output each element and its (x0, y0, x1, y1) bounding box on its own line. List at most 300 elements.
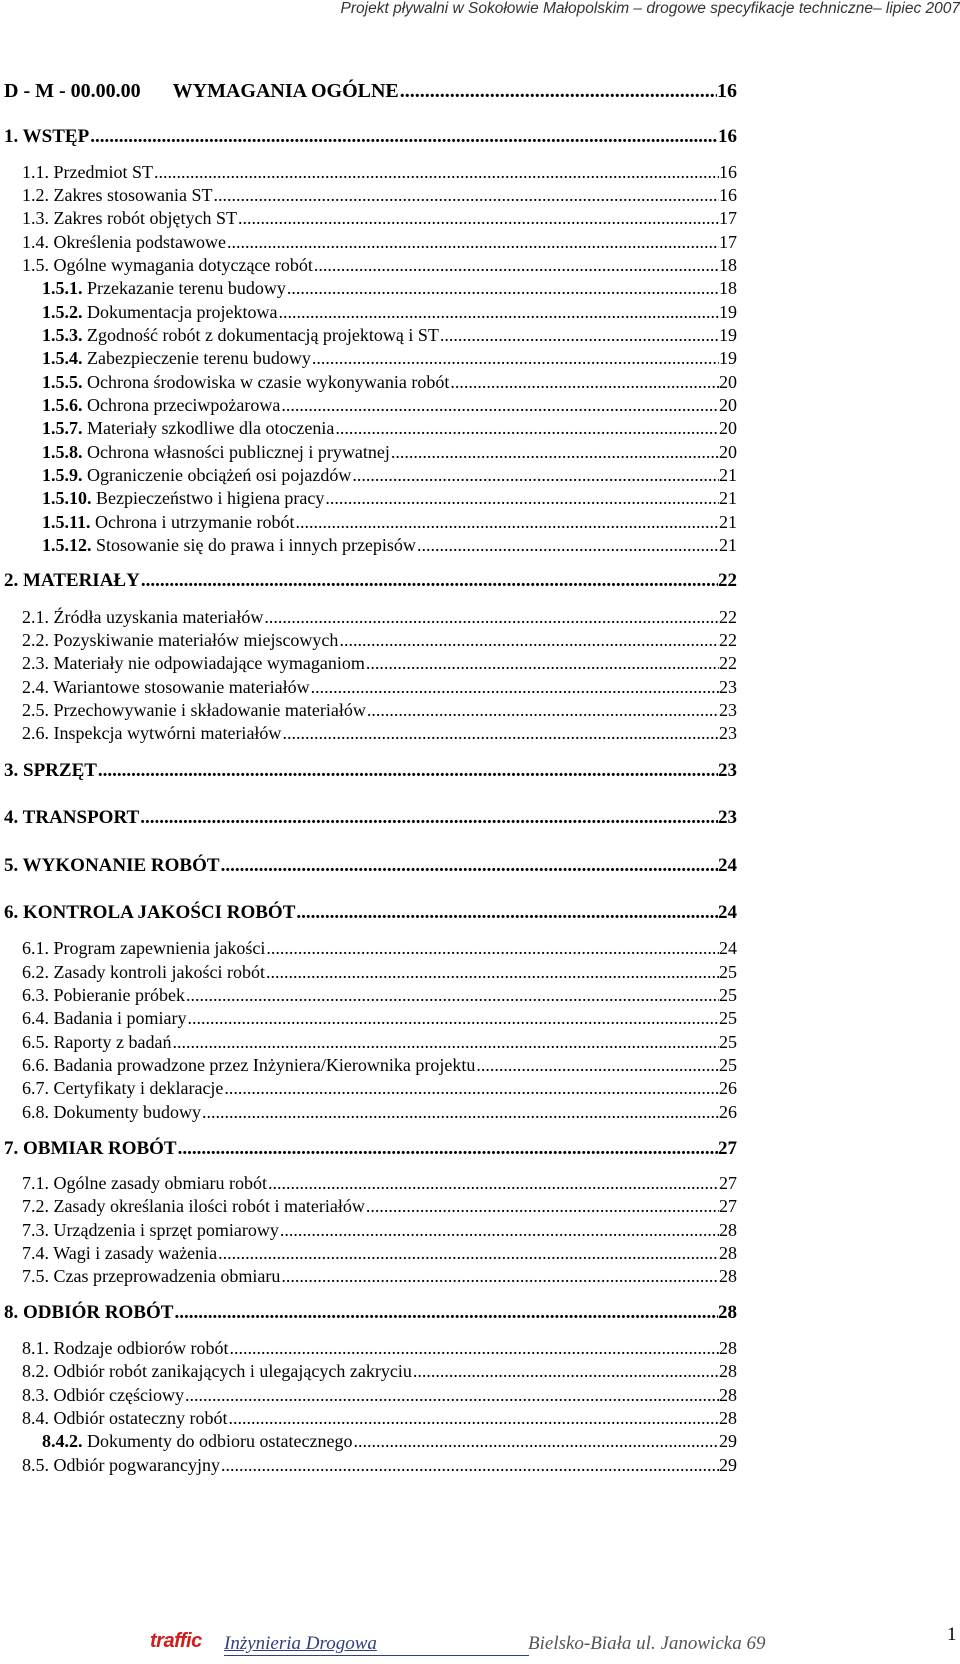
toc-entry-number: 6.4. (22, 1008, 49, 1028)
toc-entry-title (22, 162, 153, 183)
toc-entry-text: Ochrona przeciwpożarowa (87, 395, 281, 415)
toc-entry-page: 22 (719, 630, 737, 650)
toc-entry (4, 855, 737, 877)
toc-entry-number: 1.4. (22, 232, 49, 252)
toc-entry-title (4, 80, 399, 103)
toc-entry-page: 23 (719, 723, 737, 743)
toc-entry-number: 2.4. (22, 677, 49, 697)
toc-entry-number: 8.3. (22, 1385, 49, 1405)
toc-entry (4, 760, 737, 782)
toc-entry-number: 1.5.2. (42, 302, 83, 322)
dot-leader (178, 1138, 718, 1160)
toc-entry-page: 23 (719, 700, 737, 720)
toc-entry-title (42, 418, 334, 439)
toc-entry (22, 1032, 737, 1053)
toc-entry-page: 17 (719, 232, 737, 252)
toc-entry (22, 162, 737, 183)
toc-entry-page: 23 (718, 807, 737, 828)
toc-entry-title (42, 512, 294, 533)
toc-entry-page: 24 (718, 855, 737, 876)
toc-entry-text: MATERIAŁY (23, 570, 140, 591)
dot-leader (281, 395, 719, 416)
toc-entry-text: Odbiór robót zanikających i ulegających zakryciu (53, 1361, 412, 1381)
toc-entry-page: 24 (719, 938, 737, 958)
toc-entry (42, 465, 737, 486)
toc-entry-page: 28 (719, 1220, 737, 1240)
company-address: Bielsko-Biała ul. Janowicka 69 (528, 1633, 766, 1654)
toc-entry-number: 1.5.10. (42, 488, 92, 508)
toc-entry-text: Ograniczenie obciążeń osi pojazdów (87, 465, 352, 485)
toc-entry-title (4, 855, 220, 877)
toc-entry-text: Przedmiot ST (53, 162, 153, 182)
toc-entry-title (22, 255, 313, 276)
dot-leader (296, 902, 718, 924)
toc-entry-number: 6.2. (22, 962, 49, 982)
toc-entry-page: 16 (719, 162, 737, 182)
dot-leader (141, 570, 718, 592)
toc-entry-page: 25 (719, 1008, 737, 1028)
dot-leader (213, 185, 719, 206)
toc-entry (22, 677, 737, 698)
toc-entry-title (22, 677, 310, 698)
toc-entry (22, 985, 737, 1006)
toc-entry (22, 1055, 737, 1076)
toc-entry (22, 1338, 737, 1359)
dot-leader (366, 653, 719, 674)
toc-entry-title (42, 302, 277, 323)
toc-entry-number: 6. (4, 902, 19, 923)
dot-leader (295, 512, 719, 533)
dot-leader (268, 1173, 719, 1194)
toc-entry-number: 7. (4, 1138, 19, 1159)
dot-leader (266, 962, 719, 983)
toc-entry-page: 28 (719, 1385, 737, 1405)
dot-leader (185, 1385, 719, 1406)
dot-leader (224, 1078, 719, 1099)
toc-entry-number: 6.8. (22, 1102, 49, 1122)
toc-entry-title (42, 372, 449, 393)
toc-entry (42, 488, 737, 509)
toc-entry-number: D - M - 00.00.00 (4, 80, 141, 102)
toc-entry-number: 2.3. (22, 653, 49, 673)
toc-entry-text: Rodzaje odbiorów robót (53, 1338, 229, 1358)
toc-entry-title (22, 1032, 171, 1053)
page-footer (0, 1624, 960, 1664)
toc-entry-page: 28 (719, 1338, 737, 1358)
toc-entry-title (42, 442, 390, 463)
toc-entry-title (22, 653, 365, 674)
toc-entry-number: 6.1. (22, 938, 49, 958)
toc-entry (4, 126, 737, 148)
toc-entry-text: Raporty z badań (53, 1032, 172, 1052)
toc-entry-title (42, 465, 351, 486)
toc-entry-text: TRANSPORT (22, 807, 140, 828)
toc-entry (22, 255, 737, 276)
dot-leader (264, 607, 719, 628)
toc-entry-number: 1.5.4. (42, 348, 83, 368)
traffic-logo: traffic (150, 1630, 202, 1652)
toc-entry-number: 7.2. (22, 1196, 49, 1216)
toc-entry-text: Dokumentacja projektowa (87, 302, 278, 322)
dot-leader (227, 232, 719, 253)
toc-entry-page: 28 (719, 1266, 737, 1286)
toc-entry-text: Ochrona i utrzymanie robót (95, 512, 295, 532)
toc-entry-number: 1.5.9. (42, 465, 83, 485)
toc-entry (22, 630, 737, 651)
toc-entry-number: 8. (4, 1302, 19, 1323)
toc-entry-text: Odbiór ostateczny robót (53, 1408, 228, 1428)
toc-entry (42, 442, 737, 463)
dot-leader (367, 700, 719, 721)
toc-entry-title (22, 985, 185, 1006)
toc-entry-title (22, 700, 366, 721)
toc-entry (4, 902, 737, 924)
toc-entry-number: 8.1. (22, 1338, 49, 1358)
toc-entry-text: Zabezpieczenie terenu budowy (87, 348, 311, 368)
dot-leader (90, 126, 718, 148)
dot-leader (229, 1338, 719, 1359)
toc-entry-title (4, 1138, 177, 1160)
toc-entry-page: 18 (719, 278, 737, 298)
toc-entry-number: 1.2. (22, 185, 49, 205)
toc-entry-page: 29 (719, 1431, 737, 1451)
toc-entry (42, 418, 737, 439)
dot-leader (202, 1102, 719, 1123)
toc-entry (42, 372, 737, 393)
toc-entry-title (4, 1302, 173, 1324)
toc-entry-text: Wariantowe stosowanie materiałów (53, 677, 310, 697)
toc-entry (22, 1266, 737, 1287)
dot-leader (140, 807, 718, 829)
toc-entry-number: 1.5.12. (42, 535, 92, 555)
toc-entry-page: 20 (719, 418, 737, 438)
dot-leader (352, 465, 719, 486)
toc-entry-title (42, 1431, 352, 1452)
dot-leader (172, 1032, 719, 1053)
toc-entry-text: Ogólne wymagania dotyczące robót (53, 255, 313, 275)
toc-entry-page: 21 (719, 488, 737, 508)
toc-entry (4, 1302, 737, 1324)
toc-entry-page: 28 (719, 1361, 737, 1381)
dot-leader (311, 677, 719, 698)
toc-entry-page: 26 (719, 1078, 737, 1098)
dot-leader (312, 348, 719, 369)
toc-entry-text: Przechowywanie i składowanie materiałów (53, 700, 366, 720)
toc-entry-number: 5. (4, 855, 19, 876)
toc-entry-title (22, 962, 265, 983)
toc-entry (22, 607, 737, 628)
toc-entry-text: Wagi i zasady ważenia (53, 1243, 218, 1263)
toc-entry-title (42, 395, 280, 416)
toc-entry-number: 1. (4, 126, 19, 147)
dot-leader (266, 938, 719, 959)
toc-entry-title (22, 1078, 223, 1099)
toc-entry-page: 22 (719, 653, 737, 673)
toc-entry-title (22, 723, 281, 744)
toc-entry-number: 1.5.6. (42, 395, 83, 415)
toc-entry-number: 7.1. (22, 1173, 49, 1193)
dot-leader (238, 208, 719, 229)
toc-entry-text: Badania i pomiary (53, 1008, 187, 1028)
toc-entry (22, 1455, 737, 1476)
toc-entry-title (22, 208, 237, 229)
toc-entry-text: Odbiór częściowy (53, 1385, 184, 1405)
toc-entry-page: 19 (719, 325, 737, 345)
toc-entry (42, 1431, 737, 1452)
toc-entry-page: 21 (719, 535, 737, 555)
toc-entry-title (22, 1220, 279, 1241)
toc-entry-page: 25 (719, 1032, 737, 1052)
toc-entry-text: Zasady kontroli jakości robót (53, 962, 265, 982)
toc-entry-number: 8.2. (22, 1361, 49, 1381)
toc-entry-title (22, 1102, 201, 1123)
toc-entry-number: 2.2. (22, 630, 49, 650)
toc-entry-number: 1.5.1. (42, 278, 83, 298)
toc-entry-title (22, 1196, 365, 1217)
toc-entry-text: Źródła uzyskania materiałów (53, 607, 264, 627)
toc-entry (4, 807, 737, 829)
dot-leader (417, 535, 719, 556)
toc-entry-page: 28 (719, 1243, 737, 1263)
toc-entry-text: Stosowanie się do prawa i innych przepisów (96, 535, 416, 555)
toc-entry-page: 21 (719, 512, 737, 532)
toc-entry-text: Pozyskiwanie materiałów miejscowych (53, 630, 339, 650)
toc-entry-text: Dokumenty budowy (53, 1102, 201, 1122)
toc-entry-text: Czas przeprowadzenia obmiaru (53, 1266, 281, 1286)
toc-entry-title (22, 1008, 186, 1029)
toc-entry-text: Zasady określania ilości robót i materiałów (53, 1196, 365, 1216)
toc-entry-text: Odbiór pogwarancyjny (53, 1455, 220, 1475)
toc-entry (22, 1102, 737, 1123)
toc-entry-title (42, 278, 286, 299)
dot-leader (278, 302, 719, 323)
toc-entry-text: KONTROLA JAKOŚCI ROBÓT (23, 902, 296, 923)
toc-entry (4, 570, 737, 592)
toc-entry-page: 26 (719, 1102, 737, 1122)
toc-entry-text: Badania prowadzone przez Inżyniera/Kierownika projektu (53, 1055, 476, 1075)
dot-leader (400, 80, 717, 103)
toc-entry-number: 6.7. (22, 1078, 49, 1098)
toc-entry-page: 25 (719, 1055, 737, 1075)
toc-entry-number: 1.1. (22, 162, 49, 182)
toc-entry-page: 19 (719, 348, 737, 368)
toc-entry (22, 185, 737, 206)
toc-entry-number: 1.5.5. (42, 372, 83, 392)
toc-entry-title (22, 630, 338, 651)
toc-entry-title (4, 570, 140, 592)
toc-entry (22, 1008, 737, 1029)
toc-entry-page: 28 (719, 1408, 737, 1428)
toc-entry-text: Certyfikaty i deklaracje (53, 1078, 224, 1098)
toc-entry (4, 80, 737, 103)
toc-entry-number: 8.4.2. (42, 1431, 83, 1451)
dot-leader (440, 325, 719, 346)
dot-leader (221, 855, 718, 877)
toc-entry-page: 27 (719, 1196, 737, 1216)
toc-entry-page: 22 (718, 570, 737, 591)
toc-entry (42, 302, 737, 323)
toc-entry-title (22, 1243, 217, 1264)
dot-leader (325, 488, 719, 509)
toc-entry (42, 278, 737, 299)
toc-entry-number: 1.5.11. (42, 512, 91, 532)
toc-entry-title (42, 488, 324, 509)
toc-entry (42, 348, 737, 369)
toc-entry-text: Pobieranie próbek (53, 985, 185, 1005)
toc-entry-text: Program zapewnienia jakości (53, 938, 266, 958)
toc-entry-page: 25 (719, 985, 737, 1005)
dot-leader (282, 723, 719, 744)
toc-entry-title (22, 1055, 475, 1076)
dot-leader (450, 372, 719, 393)
toc-entry-page: 17 (719, 208, 737, 228)
toc-entry-title (22, 1408, 227, 1429)
toc-entry (22, 938, 737, 959)
toc-entry-title (42, 325, 439, 346)
toc-entry-title (4, 902, 295, 924)
dot-leader (287, 278, 719, 299)
toc-entry-page: 22 (719, 607, 737, 627)
toc-entry-number: 7.4. (22, 1243, 49, 1263)
toc-entry-page: 16 (718, 126, 737, 147)
toc-entry-text: Inspekcja wytwórni materiałów (53, 723, 282, 743)
toc-entry-page: 20 (719, 395, 737, 415)
toc-entry-page: 28 (718, 1302, 737, 1323)
toc-entry (22, 1243, 737, 1264)
toc-entry-page: 24 (718, 902, 737, 923)
toc-entry-page: 23 (719, 677, 737, 697)
toc-entry-text: Bezpieczeństwo i higiena pracy (96, 488, 325, 508)
dot-leader (391, 442, 719, 463)
toc-entry (22, 700, 737, 721)
dot-leader (366, 1196, 719, 1217)
toc-entry-title (4, 807, 139, 829)
dot-leader (335, 418, 719, 439)
toc-entry (42, 535, 737, 556)
toc-entry-title (22, 185, 212, 206)
toc-entry-title (42, 348, 311, 369)
toc-entry-page: 27 (719, 1173, 737, 1193)
dot-leader (353, 1431, 719, 1452)
dot-leader (221, 1455, 719, 1476)
toc-entry-page: 18 (719, 255, 737, 275)
toc-entry-text: ODBIÓR ROBÓT (23, 1302, 174, 1323)
toc-entry-number: 2. (4, 570, 19, 591)
toc-entry-number: 4. (4, 807, 19, 828)
toc-entry-number: 1.5.7. (42, 418, 83, 438)
toc-entry-text: WYMAGANIA OGÓLNE (172, 80, 399, 102)
toc-entry-title (22, 1455, 220, 1476)
toc-entry-text: Urządzenia i sprzęt pomiarowy (53, 1220, 279, 1240)
toc-entry (22, 1078, 737, 1099)
toc-entry (22, 232, 737, 253)
dot-leader (174, 1302, 718, 1324)
toc-entry-page: 16 (719, 185, 737, 205)
toc-entry-page: 25 (719, 962, 737, 982)
toc-entry-text: WYKONANIE ROBÓT (22, 855, 220, 876)
toc-entry-text: Materiały szkodliwe dla otoczenia (87, 418, 335, 438)
toc-entry-number: 2.6. (22, 723, 49, 743)
dot-leader (314, 255, 719, 276)
toc-entry-number: 1.5. (22, 255, 49, 275)
toc-entry-title (22, 1361, 412, 1382)
toc-entry-title (4, 126, 89, 148)
toc-entry-number: 7.3. (22, 1220, 49, 1240)
toc-entry-text: Zgodność robót z dokumentacją projektową i ST (87, 325, 439, 345)
toc-entry (22, 1385, 737, 1406)
toc-entry-page: 20 (719, 372, 737, 392)
toc-entry (22, 1220, 737, 1241)
toc-entry-title (22, 938, 265, 959)
dot-leader (228, 1408, 719, 1429)
toc-entry-page: 29 (719, 1455, 737, 1475)
toc-entry-title (22, 1338, 228, 1359)
toc-entry-number: 1.3. (22, 208, 49, 228)
toc-entry (22, 1196, 737, 1217)
toc-entry (22, 723, 737, 744)
toc-entry-page: 27 (718, 1138, 737, 1159)
company-name: Inżynieria Drogowa (224, 1633, 377, 1654)
page-number: 1 (947, 1624, 957, 1645)
toc-entry-page: 16 (717, 80, 737, 102)
toc-entry-page: 23 (718, 760, 737, 781)
dot-leader (187, 1008, 719, 1029)
dot-leader (280, 1220, 719, 1241)
toc-entry-number: 6.3. (22, 985, 49, 1005)
toc-entry-text: Dokumenty do odbioru ostatecznego (87, 1431, 353, 1451)
toc-entry-number: 2.5. (22, 700, 49, 720)
toc-entry-text: OBMIAR ROBÓT (23, 1138, 177, 1159)
toc-entry-number: 6.5. (22, 1032, 49, 1052)
dot-leader (186, 985, 719, 1006)
toc-entry-text: Materiały nie odpowiadające wymaganiom (53, 653, 365, 673)
toc-entry-text: Zakres stosowania ST (53, 185, 213, 205)
toc-entry-number: 8.5. (22, 1455, 49, 1475)
toc-entry (22, 962, 737, 983)
toc-entry-text: Ochrona własności publicznej i prywatnej (87, 442, 390, 462)
toc-entry (42, 395, 737, 416)
toc-entry-text: Ochrona środowiska w czasie wykonywania robót (87, 372, 450, 392)
toc-entry-number: 2.1. (22, 607, 49, 627)
toc-entry-number: 1.5.8. (42, 442, 83, 462)
toc-entry-page: 21 (719, 465, 737, 485)
toc-entry-title (22, 607, 263, 628)
toc-entry-page: 19 (719, 302, 737, 322)
footer-underline (224, 1655, 529, 1656)
toc-entry (22, 1173, 737, 1194)
toc-entry-text: Ogólne zasady obmiaru robót (53, 1173, 267, 1193)
toc-entry (42, 325, 737, 346)
toc-entry-number: 8.4. (22, 1408, 49, 1428)
dot-leader (476, 1055, 719, 1076)
header-text: Projekt pływalni w Sokołowie Małopolskim – drogowe specyfikacje techniczne– lipiec 2007 (340, 0, 960, 17)
toc-entry-number: 7.5. (22, 1266, 49, 1286)
toc-entry-text: WSTĘP (22, 126, 90, 147)
toc-entry-title (22, 1385, 184, 1406)
toc-entry (42, 512, 737, 533)
toc-entry-text: Określenia podstawowe (53, 232, 226, 252)
toc-entry-text: Przekazanie terenu budowy (87, 278, 286, 298)
dot-leader (339, 630, 719, 651)
toc-entry-number: 6.6. (22, 1055, 49, 1075)
dot-leader (218, 1243, 719, 1264)
toc-entry (22, 208, 737, 229)
dot-leader (281, 1266, 719, 1287)
dot-leader (154, 162, 719, 183)
toc-entry-text: SPRZĘT (23, 760, 97, 781)
toc-entry (22, 1361, 737, 1382)
toc-entry-title (22, 1173, 267, 1194)
